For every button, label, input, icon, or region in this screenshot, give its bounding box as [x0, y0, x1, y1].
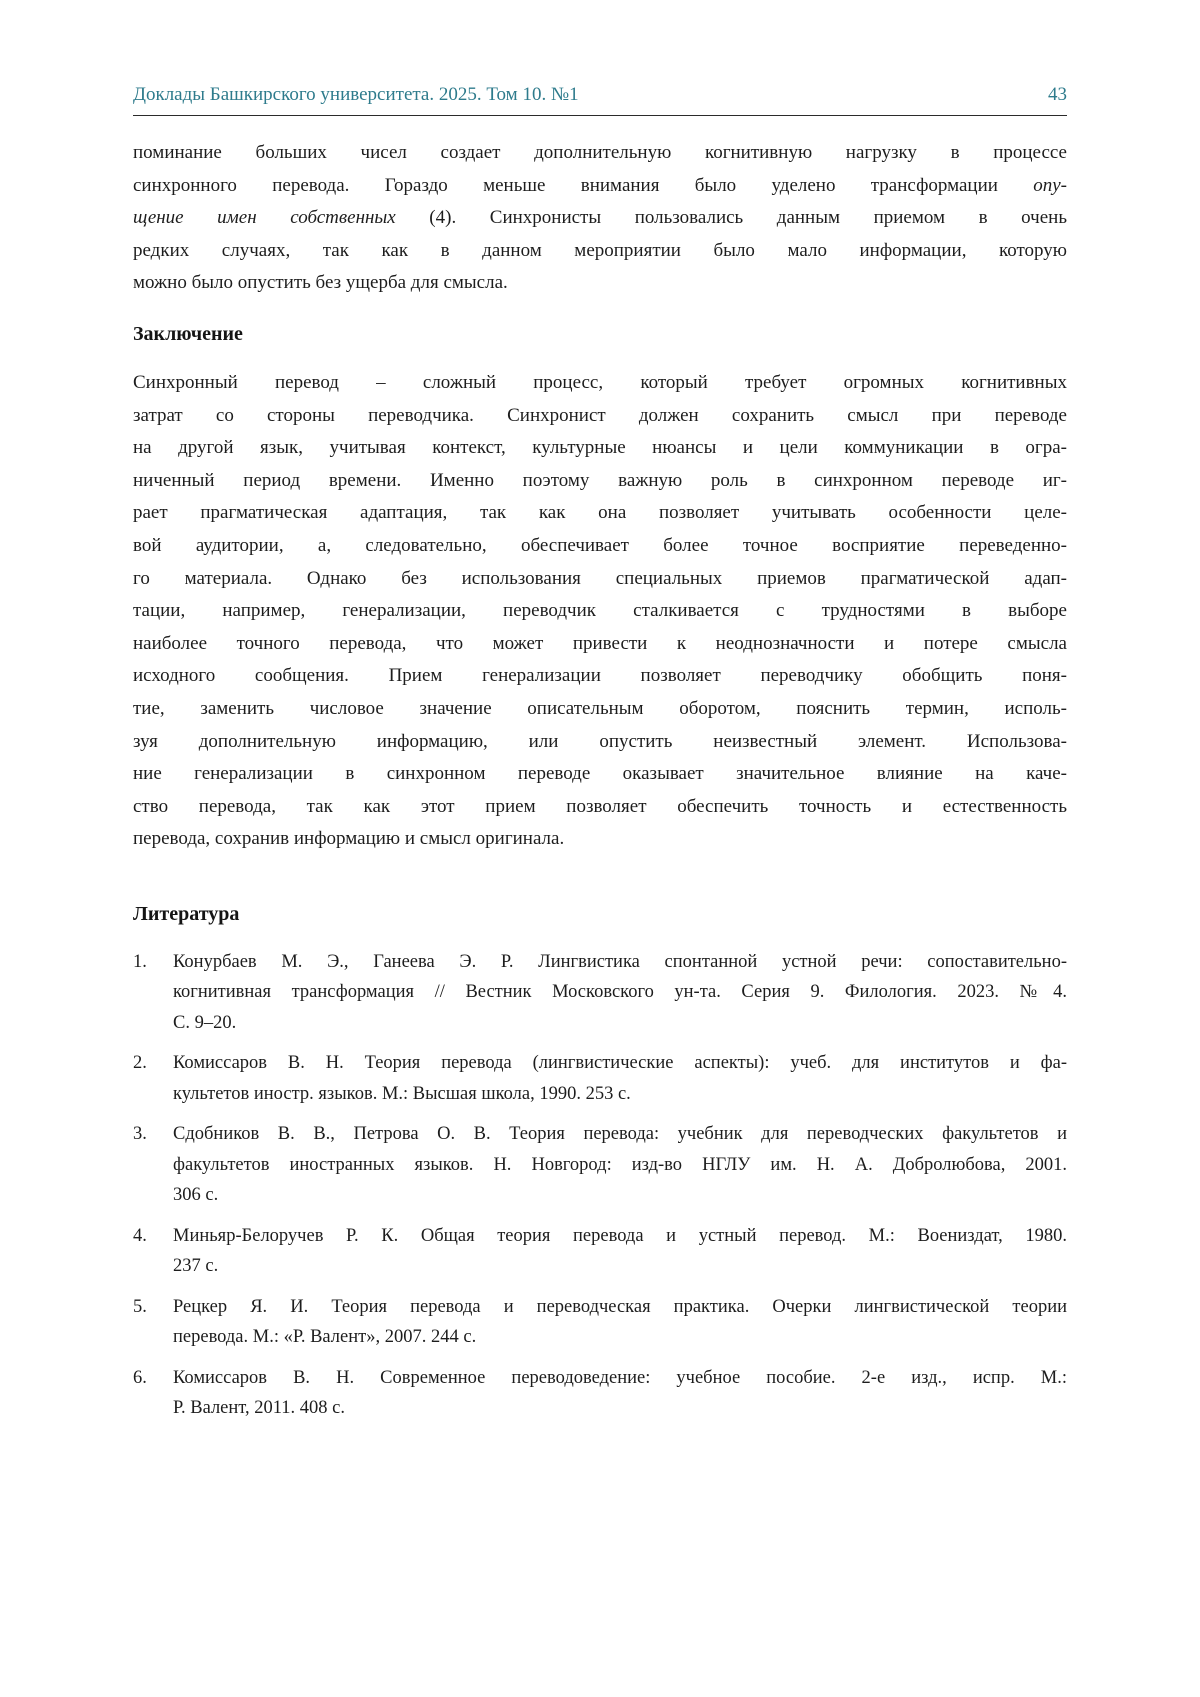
reference-number: 1.: [133, 951, 147, 972]
text-run: перевода. М.: «Р. Валент», 2007. 244 с.: [173, 1327, 477, 1348]
text-line: [173, 1221, 1067, 1252]
text-line: [173, 947, 1067, 978]
text-run: Р. Валент, 2011. 408 с.: [173, 1398, 346, 1419]
section-heading: Литература: [133, 902, 240, 925]
reference-number: 2.: [133, 1053, 147, 1074]
page-number: 43: [1048, 84, 1067, 105]
text-run: синхронного перевода. Гораздо меньше внимания было уделено трансформации: [133, 174, 1034, 196]
reference-text: [173, 1119, 1067, 1211]
text-line: [133, 432, 1067, 465]
text-run: Конурбаев М. Э., Ганеева Э. Р. Лингвистика спонтанной устной речи: сопоставительно-: [173, 951, 1067, 972]
italic-text-run: опу-: [1033, 174, 1067, 196]
text-line: [133, 660, 1067, 693]
text-run: ние генерализации в синхронном переводе оказывает значительное влияние на каче-: [133, 763, 1067, 785]
paragraph: [133, 137, 1067, 300]
document-body: [0, 116, 1200, 1424]
reference-text: [173, 1363, 1067, 1424]
text-run: Синхронный перевод – сложный процесс, который требует огромных когнитивных: [133, 371, 1067, 393]
reference-item: [133, 1363, 1067, 1424]
text-run: 306 с.: [173, 1185, 219, 1206]
text-line: [133, 267, 1067, 300]
reference-item: [133, 1048, 1067, 1109]
text-line: [173, 1048, 1067, 1079]
text-line: [133, 465, 1067, 498]
reference-text: [173, 1221, 1067, 1282]
text-line: [173, 1393, 1067, 1424]
reference-number: 4.: [133, 1225, 147, 1246]
text-run: го материала. Однако без использования специальных приемов прагматической адап-: [133, 567, 1067, 589]
reference-text: [173, 947, 1067, 1039]
text-run: исходного сообщения. Прием генерализации позволяет переводчику обобщить поня-: [133, 665, 1067, 687]
reference-item: [133, 947, 1067, 1039]
text-run: Комиссаров В. Н. Современное переводоведение: учебное пособие. 2-е изд., испр. М.:: [173, 1367, 1067, 1388]
text-line: [133, 137, 1067, 170]
text-run: Миньяр-Белоручев Р. К. Общая теория перевода и устный перевод. М.: Воениздат, 1980.: [173, 1225, 1067, 1246]
reference-item: [133, 1221, 1067, 1282]
text-line: [173, 1008, 1067, 1039]
text-run: зуя дополнительную информацию, или опустить неизвестный элемент. Использова-: [133, 730, 1067, 752]
text-line: [133, 235, 1067, 268]
text-line: [133, 791, 1067, 824]
text-line: [173, 1251, 1067, 1282]
italic-text-run: щение имен собственных: [133, 207, 396, 229]
text-run: когнитивная трансформация // Вестник Московского ун-та. Серия 9. Филология. 2023. №4.: [173, 982, 1067, 1003]
text-run: затрат со стороны переводчика. Синхронист должен сохранить смысл при переводе: [133, 404, 1067, 426]
text-run: рает прагматическая адаптация, так как она позволяет учитывать особенности целе-: [133, 502, 1067, 524]
text-line: [173, 1363, 1067, 1394]
text-line: [133, 595, 1067, 628]
text-run: Рецкер Я. И. Теория перевода и переводческая практика. Очерки лингвистической теории: [173, 1296, 1067, 1317]
text-line: [173, 1150, 1067, 1181]
reference-item: [133, 1292, 1067, 1353]
text-line: [133, 530, 1067, 563]
reference-number: 5.: [133, 1296, 147, 1317]
text-run: С. 9–20.: [173, 1012, 237, 1033]
text-line: [133, 758, 1067, 791]
text-run: (4). Синхронисты пользовались данным приемом в очень: [395, 207, 1067, 229]
section-heading: Заключение: [133, 322, 243, 345]
reference-number: 3.: [133, 1124, 147, 1145]
text-run: тие, заменить числовое значение описательным оборотом, пояснить термин, исполь-: [133, 697, 1067, 719]
text-line: [133, 563, 1067, 596]
text-line: [173, 1292, 1067, 1323]
reference-list: [133, 947, 1067, 1424]
text-line: [173, 1119, 1067, 1150]
text-line: [133, 823, 1067, 856]
reference-text: [173, 1292, 1067, 1353]
text-line: [133, 400, 1067, 433]
text-line: [133, 726, 1067, 759]
text-run: Сдобников В. В., Петрова О. В. Теория перевода: учебник для переводческих факультетов и: [173, 1124, 1067, 1145]
journal-title: Доклады Башкирского университета. 2025. Том 10. №1: [133, 84, 579, 105]
text-run: поминание больших чисел создает дополнительную когнитивную нагрузку в процессе: [133, 142, 1067, 163]
reference-text: [173, 1048, 1067, 1109]
text-run: факультетов иностранных языков. Н. Новгород: изд-во НГЛУ им. Н. А. Добролюбова, 2001.: [173, 1154, 1067, 1175]
text-run: тации, например, генерализации, переводчик сталкивается с трудностями в выборе: [133, 600, 1067, 622]
paragraph: [133, 367, 1067, 856]
text-line: [133, 202, 1067, 235]
text-run: вой аудитории, а, следовательно, обеспечивает более точное восприятие переведенно-: [133, 534, 1067, 556]
text-run: на другой язык, учитывая контекст, культурные нюансы и цели коммуникации в огра-: [133, 437, 1067, 459]
text-run: ниченный период времени. Именно поэтому важную роль в синхронном переводе иг-: [133, 469, 1067, 491]
text-run: можно было опустить без ущерба для смысла.: [133, 272, 508, 294]
text-line: [173, 1322, 1067, 1353]
text-line: [133, 367, 1067, 400]
text-run: культетов иностр. языков. М.: Высшая школа, 1990. 253 с.: [173, 1083, 631, 1104]
text-run: перевода, сохранив информацию и смысл оригинала.: [133, 828, 565, 850]
text-line: [133, 497, 1067, 530]
text-line: [173, 1180, 1067, 1211]
text-run: 237 с.: [173, 1256, 219, 1277]
text-line: [133, 628, 1067, 661]
text-line: [173, 977, 1067, 1008]
reference-item: [133, 1119, 1067, 1211]
text-run: редких случаях, так как в данном мероприятии было мало информации, которую: [133, 239, 1067, 261]
page-header: [0, 0, 1200, 106]
reference-number: 6.: [133, 1367, 147, 1388]
text-line: [173, 1079, 1067, 1110]
text-run: ство перевода, так как этот прием позволяет обеспечить точность и естественность: [133, 795, 1067, 817]
text-line: [133, 170, 1067, 203]
text-run: наиболее точного перевода, что может привести к неоднозначности и потере смысла: [133, 632, 1067, 654]
text-line: [133, 693, 1067, 726]
text-run: Комиссаров В. Н. Теория перевода (лингвистические аспекты): учеб. для институтов и фа-: [173, 1053, 1067, 1074]
